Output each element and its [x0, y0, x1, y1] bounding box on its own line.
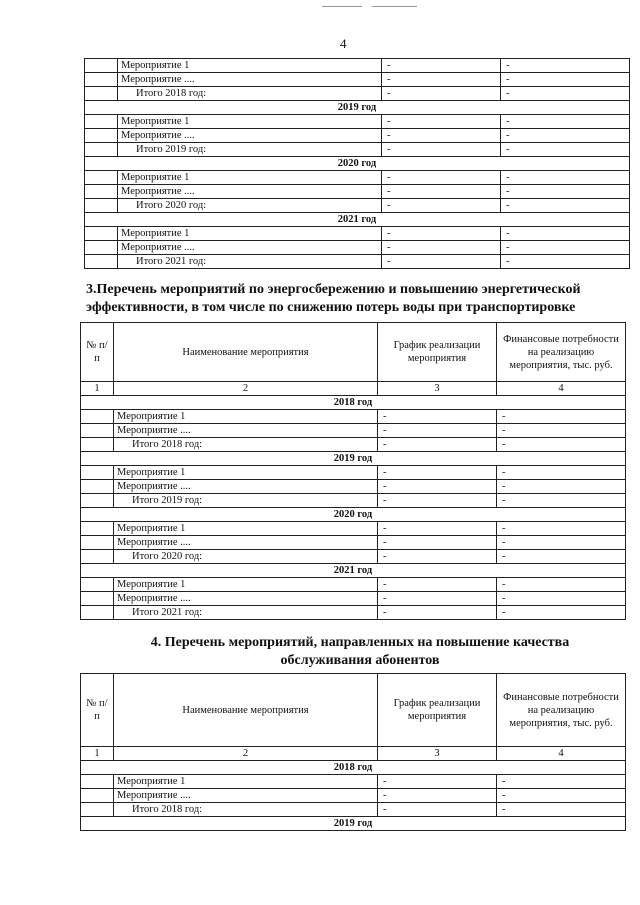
row-number-cell — [81, 775, 114, 789]
column-header: Финансовые потребности на реализацию мероприятия, тыс. руб. — [497, 323, 626, 382]
row-number-cell — [81, 466, 114, 480]
column-header: № п/п — [81, 323, 114, 382]
year-row — [81, 508, 626, 522]
scan-mark — [372, 6, 417, 7]
year-row — [81, 564, 626, 578]
section-4-title-line-2: обслуживания абонентов — [280, 653, 440, 668]
table-row — [81, 522, 626, 536]
index-row — [81, 747, 626, 761]
page-number: 4 — [340, 36, 347, 51]
year-row — [81, 817, 626, 831]
section-3-title-line-1: 3.Перечень мероприятий по энергосбережению и повышению энергетической — [86, 282, 581, 297]
schedule-cell: - — [382, 87, 501, 101]
event-name: Мероприятие .... — [114, 424, 378, 438]
finance-cell: - — [501, 255, 630, 269]
table-row — [85, 241, 630, 255]
table-row — [81, 424, 626, 438]
finance-cell: - — [497, 466, 626, 480]
row-number-cell — [85, 59, 118, 73]
table-row — [85, 115, 630, 129]
year-label: 2018 год — [81, 761, 626, 775]
column-index: 3 — [378, 382, 497, 396]
event-name: Мероприятие .... — [118, 73, 382, 87]
schedule-cell: - — [382, 171, 501, 185]
section-3-title-line-2: эффективности, в том числе по снижению потерь воды при транспортировке — [86, 300, 576, 315]
year-row — [81, 396, 626, 410]
column-index: 2 — [114, 382, 378, 396]
schedule-cell: - — [382, 241, 501, 255]
row-number-cell — [81, 803, 114, 817]
total-label: Итого 2019 год: — [118, 143, 382, 157]
finance-cell: - — [501, 87, 630, 101]
column-header: График реализации мероприятия — [378, 323, 497, 382]
row-number-cell — [81, 536, 114, 550]
finance-cell: - — [501, 59, 630, 73]
event-name: Мероприятие 1 — [114, 410, 378, 424]
finance-cell: - — [497, 480, 626, 494]
table-row — [81, 536, 626, 550]
table-continued — [84, 58, 630, 269]
table-row — [81, 466, 626, 480]
finance-cell: - — [497, 438, 626, 452]
schedule-cell: - — [378, 592, 497, 606]
row-number-cell — [85, 255, 118, 269]
schedule-cell: - — [382, 227, 501, 241]
row-number-cell — [85, 241, 118, 255]
row-number-cell — [85, 185, 118, 199]
column-index: 2 — [114, 747, 378, 761]
table-row — [81, 480, 626, 494]
schedule-cell: - — [378, 480, 497, 494]
schedule-cell: - — [378, 789, 497, 803]
row-number-cell — [85, 227, 118, 241]
total-label: Итого 2019 год: — [114, 494, 378, 508]
row-number-cell — [81, 424, 114, 438]
event-name: Мероприятие .... — [114, 592, 378, 606]
finance-cell: - — [497, 578, 626, 592]
table-energy-efficiency — [80, 322, 626, 620]
event-name: Мероприятие .... — [118, 185, 382, 199]
schedule-cell: - — [378, 410, 497, 424]
scan-mark — [322, 6, 362, 7]
event-name: Мероприятие 1 — [114, 578, 378, 592]
event-name: Мероприятие 1 — [118, 227, 382, 241]
finance-cell: - — [501, 143, 630, 157]
table-row — [85, 255, 630, 269]
table-row — [81, 578, 626, 592]
event-name: Мероприятие 1 — [114, 466, 378, 480]
row-number-cell — [81, 522, 114, 536]
row-number-cell — [85, 115, 118, 129]
event-name: Мероприятие .... — [114, 480, 378, 494]
total-label: Итого 2021 год: — [118, 255, 382, 269]
event-name: Мероприятие .... — [118, 129, 382, 143]
column-index: 4 — [497, 747, 626, 761]
row-number-cell — [81, 789, 114, 803]
table-row — [81, 494, 626, 508]
row-number-cell — [85, 87, 118, 101]
row-number-cell — [81, 438, 114, 452]
event-name: Мероприятие .... — [114, 789, 378, 803]
column-index: 3 — [378, 747, 497, 761]
event-name: Мероприятие 1 — [118, 59, 382, 73]
total-label: Итого 2020 год: — [114, 550, 378, 564]
event-name: Мероприятие 1 — [118, 171, 382, 185]
finance-cell: - — [497, 550, 626, 564]
finance-cell: - — [497, 592, 626, 606]
column-index: 1 — [81, 747, 114, 761]
table-row — [85, 59, 630, 73]
table-row — [81, 606, 626, 620]
table-row — [85, 199, 630, 213]
header-row — [81, 674, 626, 747]
finance-cell: - — [501, 185, 630, 199]
schedule-cell: - — [378, 536, 497, 550]
schedule-cell: - — [378, 424, 497, 438]
schedule-cell: - — [378, 606, 497, 620]
row-number-cell — [81, 410, 114, 424]
finance-cell: - — [501, 73, 630, 87]
row-number-cell — [85, 143, 118, 157]
year-row — [81, 761, 626, 775]
total-label: Итого 2018 год: — [118, 87, 382, 101]
finance-cell: - — [501, 199, 630, 213]
table-row — [81, 592, 626, 606]
table-row — [81, 438, 626, 452]
table-row — [85, 171, 630, 185]
schedule-cell: - — [382, 73, 501, 87]
schedule-cell: - — [382, 59, 501, 73]
year-row — [81, 452, 626, 466]
finance-cell: - — [497, 522, 626, 536]
row-number-cell — [85, 129, 118, 143]
schedule-cell: - — [382, 115, 501, 129]
finance-cell: - — [501, 171, 630, 185]
schedule-cell: - — [378, 578, 497, 592]
finance-cell: - — [497, 803, 626, 817]
column-header: График реализации мероприятия — [378, 674, 497, 747]
finance-cell: - — [497, 410, 626, 424]
schedule-cell: - — [382, 185, 501, 199]
table-row — [81, 803, 626, 817]
table-row — [85, 227, 630, 241]
table-service-quality — [80, 673, 626, 831]
year-label: 2019 год — [81, 817, 626, 831]
year-label: 2020 год — [85, 157, 630, 171]
row-number-cell — [81, 494, 114, 508]
column-header: Финансовые потребности на реализацию мероприятия, тыс. руб. — [497, 674, 626, 747]
finance-cell: - — [501, 241, 630, 255]
finance-cell: - — [501, 227, 630, 241]
total-label: Итого 2020 год: — [118, 199, 382, 213]
section-4-title-line-1: 4. Перечень мероприятий, направленных на повышение качества — [150, 635, 570, 650]
row-number-cell — [81, 550, 114, 564]
schedule-cell: - — [382, 255, 501, 269]
column-index: 4 — [497, 382, 626, 396]
schedule-cell: - — [382, 199, 501, 213]
column-header: № п/п — [81, 674, 114, 747]
column-header: Наименование мероприятия — [114, 323, 378, 382]
finance-cell: - — [497, 424, 626, 438]
year-label: 2021 год — [81, 564, 626, 578]
row-number-cell — [81, 578, 114, 592]
year-label: 2021 год — [85, 213, 630, 227]
section-3-title — [86, 281, 581, 317]
section-4-title — [100, 634, 620, 670]
schedule-cell: - — [378, 466, 497, 480]
year-row — [85, 101, 630, 115]
schedule-cell: - — [378, 803, 497, 817]
row-number-cell — [81, 480, 114, 494]
table-row — [85, 129, 630, 143]
schedule-cell: - — [378, 775, 497, 789]
finance-cell: - — [497, 494, 626, 508]
column-index: 1 — [81, 382, 114, 396]
table-row — [85, 185, 630, 199]
table-row — [81, 775, 626, 789]
row-number-cell — [81, 592, 114, 606]
header-row — [81, 323, 626, 382]
event-name: Мероприятие 1 — [114, 522, 378, 536]
finance-cell: - — [497, 536, 626, 550]
finance-cell: - — [497, 789, 626, 803]
table-row — [81, 789, 626, 803]
table-row — [85, 87, 630, 101]
table-row — [85, 143, 630, 157]
table-row — [85, 73, 630, 87]
row-number-cell — [85, 199, 118, 213]
schedule-cell: - — [378, 550, 497, 564]
total-label: Итого 2018 год: — [114, 803, 378, 817]
schedule-cell: - — [378, 438, 497, 452]
table-row — [81, 550, 626, 564]
year-row — [85, 213, 630, 227]
finance-cell: - — [497, 606, 626, 620]
row-number-cell — [85, 73, 118, 87]
event-name: Мероприятие 1 — [118, 115, 382, 129]
schedule-cell: - — [382, 129, 501, 143]
total-label: Итого 2021 год: — [114, 606, 378, 620]
schedule-cell: - — [382, 143, 501, 157]
row-number-cell — [85, 171, 118, 185]
index-row — [81, 382, 626, 396]
finance-cell: - — [501, 129, 630, 143]
event-name: Мероприятие 1 — [114, 775, 378, 789]
year-label: 2019 год — [81, 452, 626, 466]
year-row — [85, 157, 630, 171]
event-name: Мероприятие .... — [114, 536, 378, 550]
table-row — [81, 410, 626, 424]
schedule-cell: - — [378, 494, 497, 508]
finance-cell: - — [501, 115, 630, 129]
column-header: Наименование мероприятия — [114, 674, 378, 747]
row-number-cell — [81, 606, 114, 620]
event-name: Мероприятие .... — [118, 241, 382, 255]
year-label: 2019 год — [85, 101, 630, 115]
year-label: 2018 год — [81, 396, 626, 410]
total-label: Итого 2018 год: — [114, 438, 378, 452]
schedule-cell: - — [378, 522, 497, 536]
year-label: 2020 год — [81, 508, 626, 522]
finance-cell: - — [497, 775, 626, 789]
